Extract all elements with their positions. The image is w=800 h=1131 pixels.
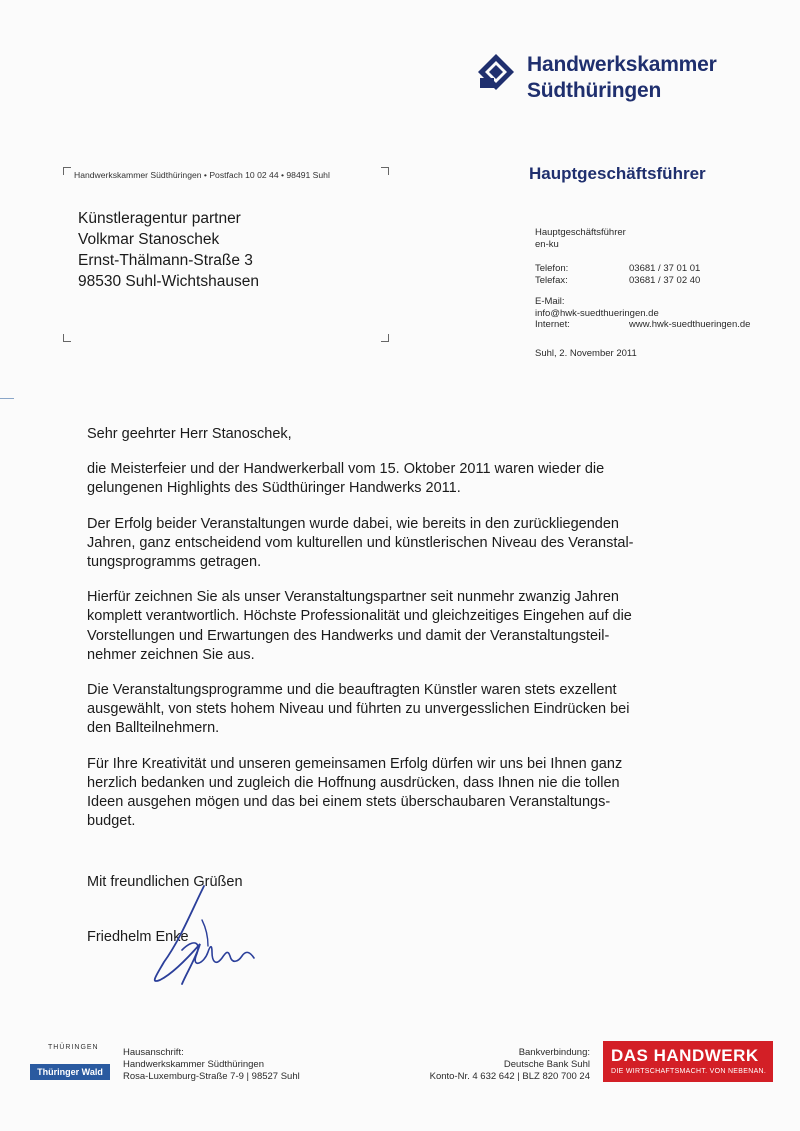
paragraph-4 [87, 681, 687, 739]
letter-date: Suhl, 2. November 2011 [535, 348, 637, 359]
org-name-line1: Handwerkskammer [527, 53, 717, 76]
body-line: Ideen ausgehen mögen und das bei einem stets überschaubaren Veranstaltungs- [87, 794, 611, 811]
body-line: ausgewählt, von stets hohem Niveau und führten zu unvergesslichen Eindrücken bei [87, 701, 630, 718]
telefax-label: Telefax: [535, 274, 568, 286]
body-line: Jahren, ganz entscheidend vom kulturellen und künstlerischen Niveau des Veranstal- [87, 534, 634, 551]
internet-label: Internet: [535, 319, 570, 330]
body-line: komplett verantwortlich. Höchste Professionalität und gleichzeitiges Eingehen auf die [87, 608, 632, 625]
paragraph-5 [87, 755, 687, 832]
org-name-line2: Südthüringen [527, 79, 662, 102]
contact-title: Hauptgeschäftsführer [535, 227, 626, 238]
email-link[interactable]: info@hwk-suedthueringen.de [535, 307, 659, 319]
bank-account: Konto-Nr. 4 632 642 | BLZ 820 700 24 [429, 1070, 590, 1082]
paragraph-2 [87, 515, 687, 573]
recipient-line: Künstleragentur partner [78, 210, 241, 227]
email-label: E-Mail: [535, 296, 565, 307]
body-line: den Ballteilnehmern. [87, 720, 220, 737]
address-label: Hausanschrift: [123, 1047, 184, 1058]
telefon-row [535, 263, 775, 275]
brand-main-text: DAS HANDWERK [611, 1046, 759, 1065]
thueringen-logo [30, 1042, 110, 1082]
window-corner-bottom-left [63, 334, 71, 342]
bank-name: Deutsche Bank Suhl [503, 1058, 590, 1070]
contact-info [535, 227, 775, 331]
address-line: Handwerkskammer Südthüringen [123, 1058, 264, 1070]
body-line: tungsprogramms getragen. [87, 554, 262, 571]
telefon-value: 03681 / 37 01 01 [629, 263, 701, 274]
telefax-row [535, 275, 775, 287]
body-line: Hierfür zeichnen Sie als unser Veranstaltungspartner seit nunmehr zwanzig Jahren [87, 589, 619, 606]
body-line: Die Veranstaltungsprogramme und die beauftragten Künstler waren stets exzellent [87, 682, 617, 699]
sender-line: Handwerkskammer Südthüringen • Postfach 10 02 44 • 98491 Suhl [74, 170, 330, 180]
signer-name: Friedhelm Enke [87, 929, 189, 945]
body-line: Für Ihre Kreativität und unseren gemeinsamen Erfolg dürfen wir uns bei Ihnen ganz [87, 755, 623, 772]
recipient-line: Ernst-Thälmann-Straße 3 [78, 252, 253, 269]
recipient-line: 98530 Suhl-Wichtshausen [78, 273, 259, 290]
window-corner-bottom-right [381, 334, 389, 342]
handwritten-signature [142, 880, 272, 990]
footer-bank [390, 1047, 590, 1082]
das-handwerk-logo [603, 1041, 773, 1082]
address-line: Rosa-Luxemburg-Straße 7-9 | 98527 Suhl [123, 1070, 300, 1082]
reference-code: en-ku [535, 238, 559, 250]
body-line: nehmer zeichnen Sie aus. [87, 646, 255, 663]
paragraph-1 [87, 460, 687, 498]
thueringer-wald-badge: Thüringer Wald [30, 1064, 110, 1080]
closing: Mit freundlichen Grüßen [87, 874, 243, 890]
bank-label: Bankverbindung: [518, 1047, 590, 1058]
org-name [527, 52, 717, 104]
paragraph-3 [87, 588, 687, 665]
body-line: Der Erfolg beider Veranstaltungen wurde dabei, wie bereits in den zurückliegenden [87, 515, 619, 532]
internet-row [535, 319, 775, 331]
window-corner-top-right [381, 167, 389, 175]
body-line: herzlich bedanken und zugleich die Hoffnung ausdrücken, dass Ihnen nie die tollen [87, 774, 620, 791]
brand-sub-text: DIE WIRTSCHAFTSMACHT. VON NEBENAN. [611, 1068, 767, 1075]
window-corner-top-left [63, 167, 71, 175]
body-line: die Meisterfeier und der Handwerkerball vom 15. Oktober 2011 waren wieder die [87, 461, 605, 478]
fold-mark [0, 398, 14, 399]
body-line: gelungenen Highlights des Südthüringer Handwerks 2011. [87, 480, 461, 497]
recipient-address [78, 208, 259, 292]
recipient-line: Volkmar Stanoschek [78, 231, 220, 248]
footer-address [123, 1047, 300, 1082]
body-line: Vorstellungen und Erwartungen des Handwerks und damit der Veranstaltungsteil- [87, 627, 610, 644]
body-line: budget. [87, 813, 136, 830]
telefon-label: Telefon: [535, 263, 569, 274]
chamber-logo-icon [476, 52, 516, 92]
letter-body [87, 425, 687, 847]
salutation: Sehr geehrter Herr Stanoschek, [87, 426, 292, 442]
thueringen-label: THÜRINGEN [48, 1044, 99, 1051]
department-title: Hauptgeschäftsführer [529, 164, 706, 183]
internet-link[interactable]: www.hwk-suedthueringen.de [629, 319, 751, 330]
telefax-value: 03681 / 37 02 40 [629, 274, 701, 286]
